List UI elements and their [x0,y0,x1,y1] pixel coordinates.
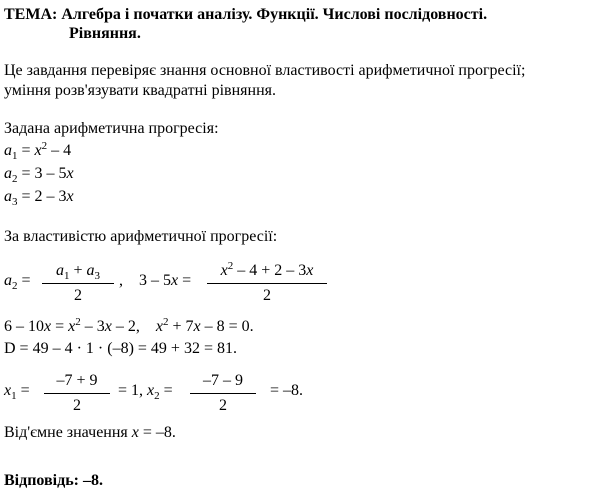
x2-denominator: 2 [219,397,227,414]
fraction-1-denominator: 2 [74,287,82,304]
property-a2-lhs: $a_2$ = [4,272,31,292]
negative-value: = –8. [138,424,176,441]
eq2-lhs-text: 3 – 5 [139,272,171,289]
negative-value-line: Від'ємне значення x = –8. [4,424,176,441]
given-a3-rhs: = 2 – 3 [17,188,67,205]
discriminant: D = 49 – 4 · 1 · (–8) = 49 + 32 = 81. [4,340,237,357]
given-a1-tail: – 4 [47,142,72,159]
given-a2-rhs: = 3 – 5 [17,165,67,182]
answer-label: Відповідь: [4,472,79,489]
fraction-2-numerator-tail: – 4 + 2 – 3 [233,262,307,279]
topic-heading [4,6,487,24]
quad-part-b: – 3 [80,318,105,335]
topic-title-line1: Алгебра і початки аналізу. Функції. Числові послідовності. [61,6,488,23]
quad-part-a: 6 – 10 [4,318,44,335]
property-heading: За властивістю арифметичної прогресії: [4,228,278,245]
given-a2: $a_2 = 3 - 5x$ [4,165,74,185]
x1-denominator: 2 [73,397,81,414]
negative-text: Від'ємне значення [4,424,128,441]
fraction-2-bar [207,283,327,284]
quad-part-c: – 2, [111,318,140,335]
root-x2-fraction [190,372,256,415]
intro-line1: Це завдання перевіряє знання основної властивості арифметичної прогресії; [4,62,526,79]
x1-bar [44,393,110,394]
answer-value: –8. [79,472,103,489]
property-fraction-2 [207,262,327,305]
x2-bar [190,393,256,394]
root-x1-fraction [44,372,110,415]
quad-part-d: + 7 [168,318,194,335]
property-fraction-1 [42,262,114,305]
root-x2-value: = –8. [270,382,304,399]
property-eq2-lhs: 3 – 5x = [139,272,192,289]
topic-title-line2: Рівняння. [69,25,141,42]
intro-line2: уміння розв'язувати квадратні рівняння. [4,82,276,99]
fraction-2-numerator: $x^2 - 4 + 2 - 3x$ [220,260,314,279]
given-a3: $a_3 = 2 - 3x$ [4,188,74,208]
x1-value-text: = 1, [118,382,144,399]
fraction-2-denominator: 2 [263,287,271,304]
root-x1-value: = 1, $x_2$ = [118,382,173,402]
given-a1: $a_1 = x^2 - 4$ [4,140,72,162]
answer-line [4,472,103,490]
quadratic-equation: $6 - 10x = x^2 - 3x - 2$, $x^2 + 7x - 8 = 0$. [4,316,254,335]
given-heading: Задана арифметична прогресія: [4,120,219,137]
topic-label: ТЕМА: [4,6,58,23]
fraction-1-numerator: $a_1 + a_3$ [55,262,101,282]
quad-part-e: – 8 = 0. [200,318,254,335]
property-separator: , [119,272,123,289]
fraction-1-bar [42,283,114,284]
x2-numerator: –7 – 9 [203,372,243,389]
x1-numerator: –7 + 9 [56,372,98,389]
root-x1-lhs: $x_1$ = [4,382,30,402]
